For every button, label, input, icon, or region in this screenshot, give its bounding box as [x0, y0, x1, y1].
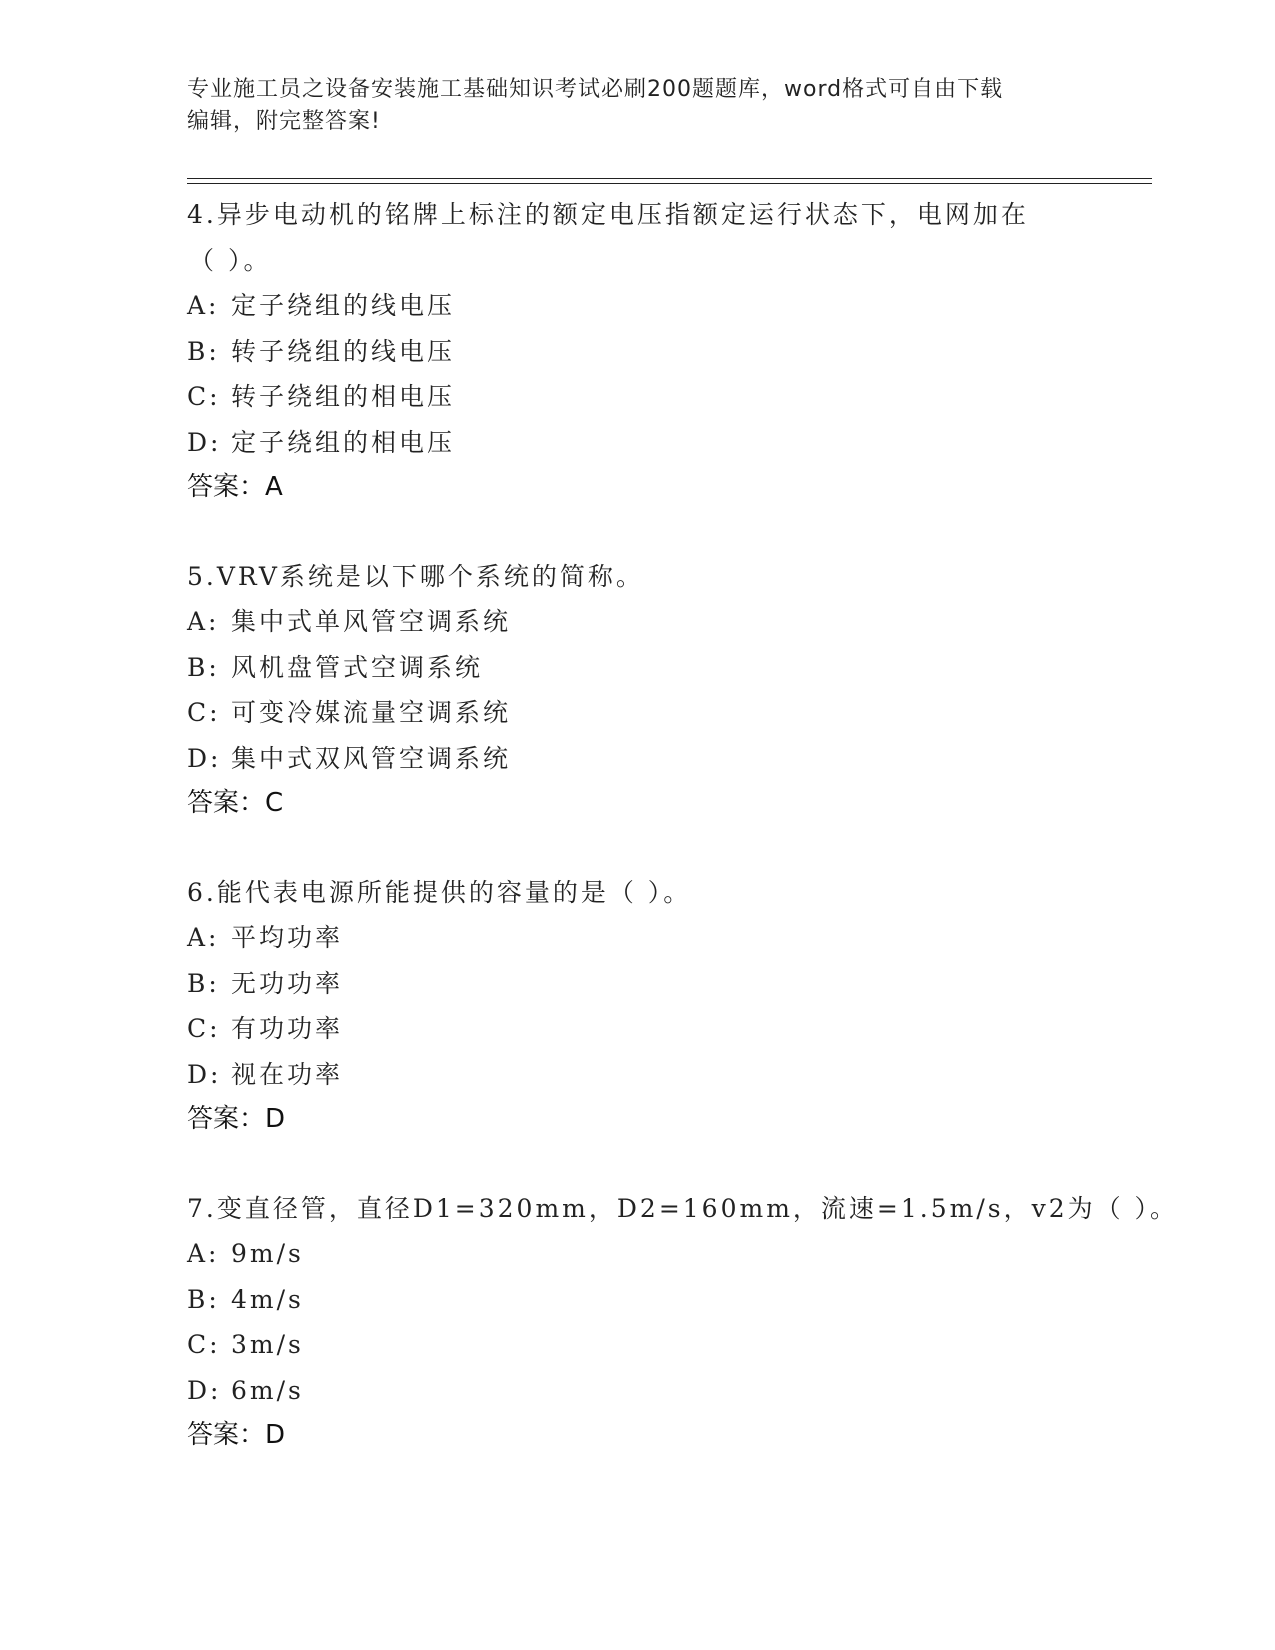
- option-b: [187, 1277, 1152, 1323]
- option-text: 4m/s: [231, 1284, 304, 1314]
- answer-line: 答案：D: [187, 1104, 286, 1134]
- option-letter: C:: [187, 1330, 221, 1359]
- option-b: [187, 329, 1152, 375]
- question-5: [187, 554, 1152, 827]
- option-letter: B:: [187, 652, 220, 682]
- answer-line: 答案：A: [187, 472, 283, 502]
- question-stem: 6.能代表电源所能提供的容量的是（ ）。: [187, 877, 692, 907]
- option-text: 风机盘管式空调系统: [231, 652, 484, 682]
- question-stem: 4.异步电动机的铭牌上标注的额定电压指额定运行状态下，电网加在: [187, 200, 1029, 229]
- option-letter: D:: [187, 1059, 222, 1089]
- option-text: 转子绕组的相电压: [231, 382, 456, 411]
- option-c: [187, 690, 1152, 736]
- question-stem: 7.变直径管，直径D1=320mm，D2=160mm，流速=1.5m/s，v2为（ ）。: [187, 1193, 1179, 1223]
- option-c: [187, 1322, 1152, 1368]
- option-a: [187, 599, 1152, 645]
- option-letter: A:: [187, 607, 220, 636]
- option-c: [187, 374, 1152, 420]
- option-d: [187, 736, 1152, 782]
- option-text: 定子绕组的相电压: [231, 427, 456, 457]
- option-text: 集中式单风管空调系统: [231, 607, 512, 636]
- option-c: [187, 1006, 1152, 1052]
- option-d: [187, 1052, 1152, 1098]
- document-header: [187, 74, 1067, 138]
- option-letter: A:: [187, 923, 220, 952]
- option-letter: B:: [187, 1284, 220, 1314]
- option-letter: C:: [187, 382, 221, 411]
- option-text: 平均功率: [231, 923, 344, 952]
- question-7: [187, 1186, 1179, 1459]
- option-letter: A:: [187, 1239, 220, 1268]
- answer-line: 答案：C: [187, 788, 284, 818]
- header-divider-top: [187, 178, 1152, 179]
- question-4: [187, 192, 1152, 511]
- option-a: [187, 283, 1152, 329]
- option-text: 可变冷媒流量空调系统: [231, 698, 512, 727]
- option-b: [187, 961, 1152, 1007]
- option-text: 9m/s: [231, 1239, 304, 1268]
- question-stem-continued: （ ）。: [189, 245, 272, 275]
- option-letter: D:: [187, 1375, 222, 1405]
- option-letter: A:: [187, 291, 220, 320]
- option-d: [187, 1368, 1152, 1414]
- option-a: [187, 915, 1152, 961]
- option-a: [187, 1231, 1152, 1277]
- header-divider-bottom: [187, 183, 1152, 184]
- option-letter: B:: [187, 336, 220, 366]
- option-text: 转子绕组的线电压: [231, 336, 456, 366]
- option-letter: C:: [187, 698, 221, 727]
- option-letter: D:: [187, 743, 222, 773]
- answer-line: 答案：D: [187, 1420, 286, 1450]
- option-letter: C:: [187, 1014, 221, 1043]
- option-b: [187, 645, 1152, 691]
- question-list: [187, 192, 1179, 1502]
- option-letter: D:: [187, 427, 222, 457]
- option-letter: B:: [187, 968, 220, 998]
- option-text: 定子绕组的线电压: [231, 291, 456, 320]
- question-stem: 5.VRV系统是以下哪个系统的简称。: [187, 561, 644, 591]
- option-text: 视在功率: [231, 1059, 344, 1089]
- option-text: 集中式双风管空调系统: [231, 743, 512, 773]
- option-d: [187, 420, 1152, 466]
- option-text: 无功功率: [231, 968, 344, 998]
- header-title-line-2: 编辑，附完整答案!: [187, 109, 381, 134]
- header-title-line-1: 专业施工员之设备安装施工基础知识考试必刷200题题库，word格式可自由下载: [187, 77, 1004, 102]
- option-text: 3m/s: [231, 1330, 304, 1359]
- option-text: 有功功率: [231, 1014, 344, 1043]
- question-6: [187, 870, 1152, 1143]
- option-text: 6m/s: [231, 1375, 304, 1405]
